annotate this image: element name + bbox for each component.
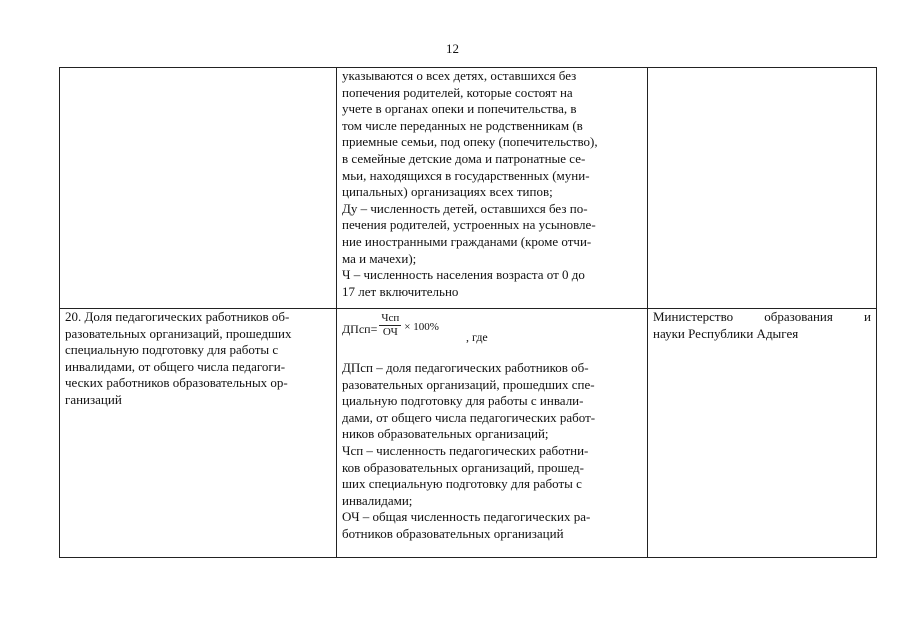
table-row — [60, 309, 877, 558]
text-line: ОЧ – общая численность педагогических ра- — [342, 509, 591, 525]
text-line: ганизаций — [65, 391, 122, 407]
text-line: приемные семьи, под опеку (попечительство), — [342, 134, 598, 150]
text-line: инвалидами; — [342, 492, 413, 508]
text-line: Ч – численность населения возраста от 0 до — [342, 267, 585, 283]
formula-numerator: Чсп — [381, 312, 400, 324]
text-line: мьи, находящихся в государственных (муни- — [342, 167, 590, 183]
text-line: Ду – численность детей, оставшихся без по- — [342, 200, 588, 216]
formula-denominator: ОЧ — [382, 326, 398, 338]
text-line: Чсп – численность педагогических работни- — [342, 442, 589, 458]
table-row — [60, 68, 877, 309]
responsible-word: образования — [764, 309, 833, 324]
methodology-cell — [337, 68, 648, 309]
text-line: указываются о всех детях, оставшихся без — [342, 68, 577, 83]
text-line: специальную подготовку для работы с — [65, 342, 279, 358]
indicator-cell — [60, 309, 337, 558]
methodology-cell — [337, 309, 648, 558]
responsible-cell — [648, 309, 877, 558]
text-line: разовательных организаций, прошедших — [65, 325, 292, 341]
text-line: попечения родителей, которые состоят на — [342, 84, 573, 100]
text-line: ков образовательных организаций, прошед- — [342, 459, 584, 475]
formula-multiplier: × 100% — [404, 321, 439, 333]
text-line: дами, от общего числа педагогических работ- — [342, 409, 596, 425]
formula-where: , где — [466, 330, 488, 344]
text-line: ципальных) организациях всех типов; — [342, 184, 553, 200]
responsible-line-1 — [653, 309, 871, 326]
indicators-table — [59, 67, 877, 558]
responsible-word: Министерство — [653, 309, 734, 324]
formula-lhs: ДПсп= — [342, 322, 378, 336]
text-line: разовательных организаций, прошедших спе- — [342, 376, 595, 392]
text-line: ма и мачехи); — [342, 250, 417, 266]
formula — [342, 309, 642, 360]
text-line: ДПсп – доля педагогических работников об- — [342, 360, 589, 375]
text-line: ших специальную подготовку для работы с — [342, 476, 582, 492]
text-line: 20. Доля педагогических работников об- — [65, 309, 290, 324]
responsible-line-2: науки Республики Адыгея — [653, 325, 799, 341]
text-line: ников образовательных организаций; — [342, 426, 549, 442]
text-line: циальную подготовку для работы с инвали- — [342, 393, 584, 409]
page-number: 12 — [446, 41, 459, 56]
text-line: в семейные детские дома и патронатные се- — [342, 150, 586, 166]
text-line: учете в органах опеки и попечительства, в — [342, 101, 577, 117]
formula-fraction — [379, 312, 401, 339]
text-line: печения родителей, устроенных на усыновле- — [342, 217, 596, 233]
responsible-cell-empty — [648, 68, 877, 309]
text-line: ботников образовательных организаций — [342, 525, 564, 541]
text-line: ческих работников образовательных ор- — [65, 375, 288, 391]
text-line: том числе переданных не родственникам (в — [342, 117, 583, 133]
text-line: инвалидами, от общего числа педагоги- — [65, 358, 286, 374]
text-line: ние иностранными гражданами (кроме отчи- — [342, 233, 592, 249]
text-line: 17 лет включительно — [342, 283, 459, 299]
indicator-cell-empty — [60, 68, 337, 309]
responsible-word: и — [864, 309, 871, 324]
